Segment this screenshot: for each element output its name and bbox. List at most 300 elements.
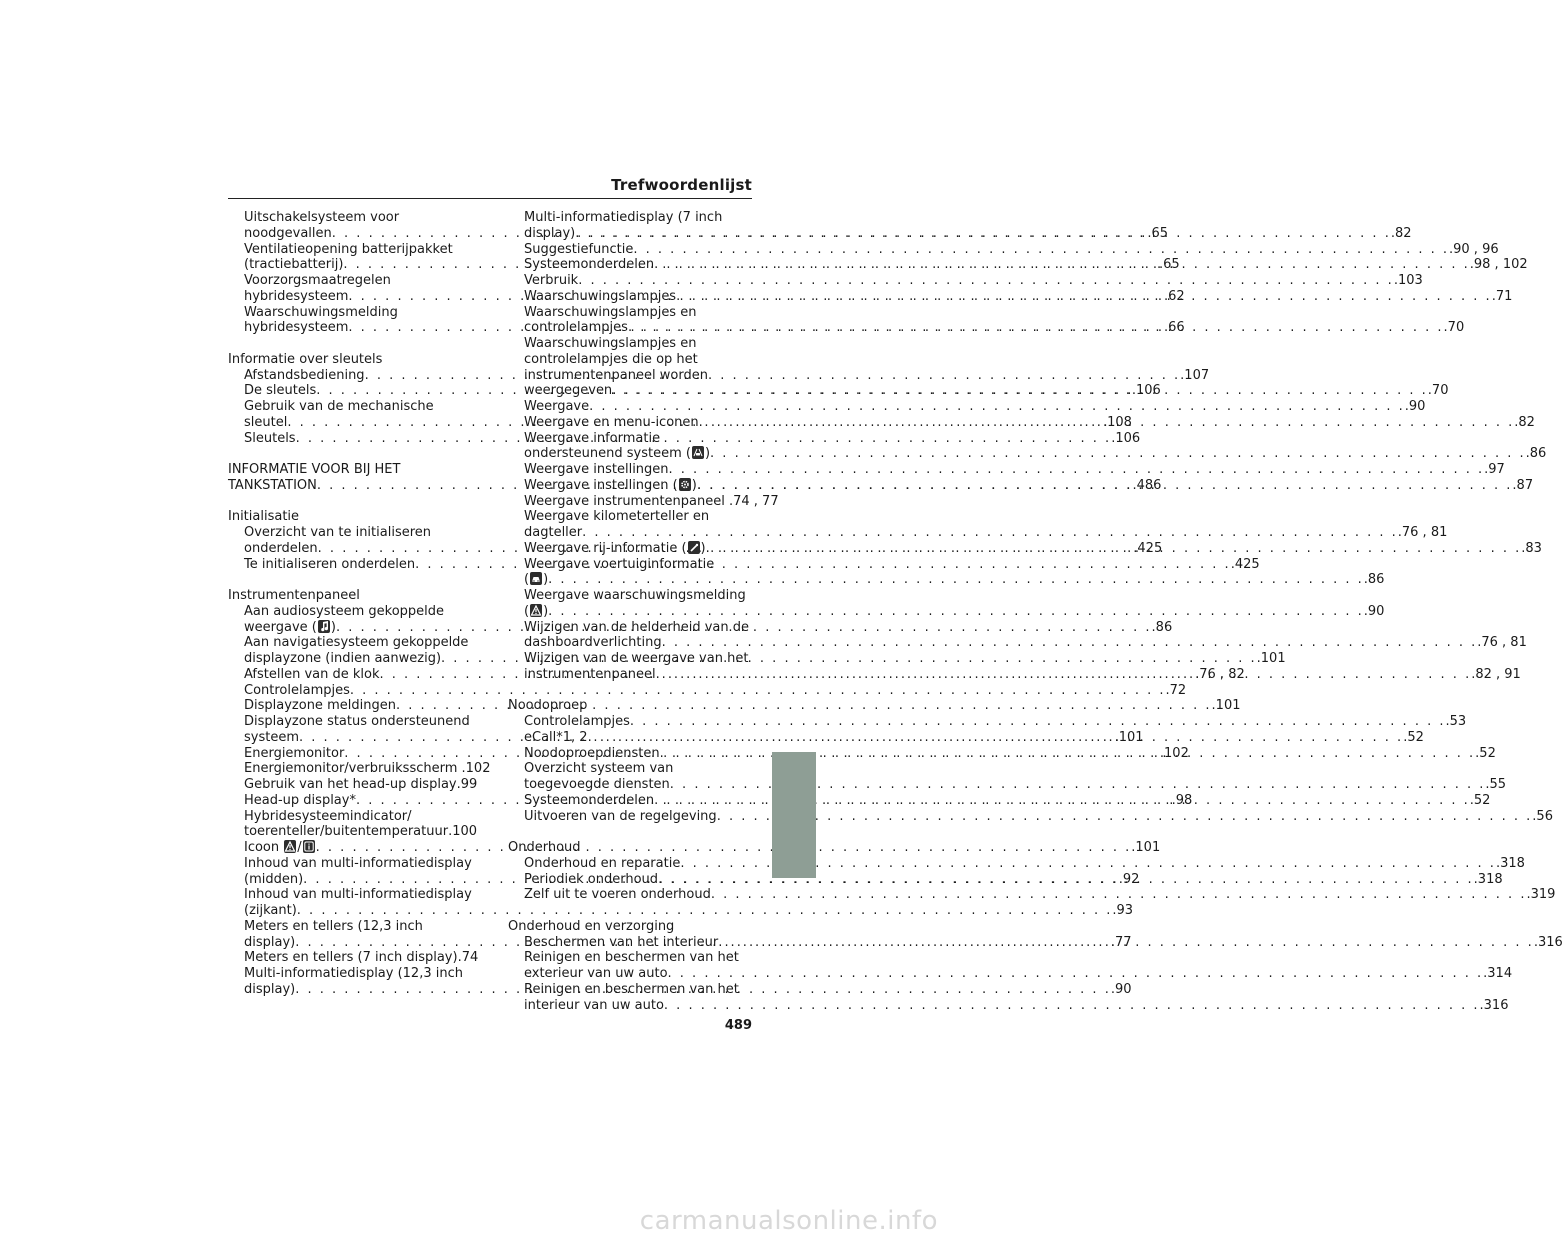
- page-reference: .82 , 91: [1471, 666, 1521, 682]
- entry-label: TANKSTATION: [228, 477, 317, 493]
- index-heading: [508, 840, 752, 856]
- entry-text: [524, 336, 696, 351]
- entry-text: [524, 572, 548, 588]
- entry-label: Waarschuwingslampjes: [524, 288, 677, 304]
- page-reference: .86: [1151, 619, 1173, 635]
- index-heading: [508, 336, 752, 352]
- page-reference: .316: [1479, 997, 1509, 1013]
- entry-text: [244, 730, 299, 746]
- dot-leader: [654, 257, 1470, 273]
- page-number: 489: [724, 1018, 752, 1033]
- entry-text: [244, 919, 423, 934]
- index-heading: [508, 210, 752, 226]
- entry-text: [524, 320, 628, 336]
- dot-leader: [676, 289, 1492, 305]
- entry-text: [524, 289, 676, 305]
- index-entry: [508, 855, 1525, 872]
- entry-text: [244, 935, 295, 951]
- entry-text: [524, 667, 656, 683]
- index-heading: [228, 525, 472, 541]
- entry-label: weergave (: [244, 619, 317, 635]
- entry-label: toegevoegde diensten: [524, 777, 670, 792]
- index-entry: [228, 824, 478, 840]
- entry-label: Weergave kilometerteller en: [524, 509, 710, 525]
- group-spacer: [228, 336, 472, 352]
- entry-label: Weergave instellingen (: [524, 477, 678, 493]
- entry-text: [524, 557, 714, 572]
- page-reference: .97: [1484, 462, 1505, 477]
- entry-text: [244, 635, 468, 650]
- page-reference: .82: [1390, 225, 1412, 241]
- index-entry: [508, 887, 1556, 903]
- dot-leader: [717, 809, 1533, 825]
- gear-icon: [679, 478, 691, 491]
- entry-label: Noodoproepdiensten: [524, 745, 660, 761]
- entry-text: [244, 746, 344, 762]
- entry-text: [244, 698, 396, 714]
- entry-label: Onderhoud: [508, 840, 581, 855]
- entry-text: [228, 352, 382, 367]
- entry-text: [244, 226, 332, 242]
- page-reference: .70: [1427, 383, 1449, 399]
- entry-label: Ventilatieopening batterijpakket: [244, 241, 453, 257]
- entry-label: Overzicht van te initialiseren: [244, 525, 432, 540]
- dot-leader: [669, 462, 1485, 478]
- entry-text: [524, 446, 710, 462]
- entry-label: Verbruik: [524, 273, 579, 288]
- entry-label: INFORMATIE VOOR BIJ HET: [228, 462, 401, 477]
- entry-text: [244, 793, 356, 809]
- entry-text: [524, 620, 749, 635]
- entry-text: [244, 651, 441, 667]
- entry-label: Wijzigen van de weergave van het: [524, 651, 749, 666]
- page-reference: .319: [1526, 887, 1556, 903]
- entry-text: [244, 541, 318, 557]
- entry-label: systeem: [244, 729, 299, 745]
- index-entry: [508, 777, 1507, 793]
- entry-text: [244, 368, 365, 384]
- page-reference: .76 , 81: [1397, 525, 1448, 540]
- entry-text: [244, 887, 472, 902]
- page-reference: .101: [1131, 840, 1161, 855]
- entry-text: [244, 761, 490, 776]
- index-heading: [508, 919, 752, 935]
- entry-label: Reinigen en beschermen van het: [524, 950, 739, 966]
- index-heading: [508, 950, 752, 966]
- dot-leader: [350, 683, 1166, 699]
- entry-text: [524, 257, 654, 273]
- page-reference: .101: [1256, 651, 1286, 666]
- page-reference: .93: [1112, 903, 1134, 918]
- page-header: [0, 176, 960, 200]
- entry-label: instrumentenpaneel: [524, 666, 656, 682]
- dot-leader: [588, 730, 1404, 746]
- index-entry: [508, 997, 1509, 1014]
- index-heading: [508, 368, 752, 384]
- entry-label: displayzone (indien aanwezig): [244, 651, 442, 666]
- page-reference: .87: [1512, 477, 1534, 493]
- entry-text: [524, 242, 633, 258]
- page-reference: .99: [456, 777, 478, 792]
- header-divider: [228, 198, 752, 199]
- page-reference: .70: [1443, 320, 1465, 336]
- entry-text: [244, 604, 444, 619]
- entry-label: Weergave instrumentenpaneel .74 , 77: [524, 493, 779, 509]
- page-title: Trefwoordenlijst: [611, 176, 752, 194]
- driver-assist-icon: [692, 446, 704, 459]
- index-heading: [228, 604, 472, 620]
- entry-label: Weergave: [524, 399, 590, 414]
- entry-label: (: [524, 572, 530, 588]
- page-reference: .106: [1111, 430, 1141, 446]
- index-entry: [508, 446, 1547, 462]
- dot-leader: [656, 667, 1472, 683]
- index-heading: [228, 919, 472, 935]
- page-reference: .90 , 96: [1449, 241, 1499, 257]
- dot-leader: [706, 541, 1522, 557]
- entry-text: [228, 478, 317, 494]
- dot-leader: [582, 525, 1398, 541]
- dot-leader: [578, 273, 1394, 289]
- dot-leader: [668, 966, 1484, 982]
- dot-leader: [630, 714, 1446, 730]
- page-reference: .62: [1164, 288, 1185, 304]
- group-spacer: [508, 683, 752, 699]
- entry-text: [244, 683, 350, 699]
- entry-label: ondersteunend systeem (: [524, 446, 691, 462]
- page-reference: .101: [1211, 698, 1241, 714]
- entry-text: [508, 919, 674, 934]
- page-reference: .52: [1469, 792, 1491, 808]
- entry-text: [244, 525, 431, 540]
- dot-leader: [575, 226, 1391, 242]
- entry-text: [524, 982, 739, 997]
- entry-label: Waarschuwingslampjes en: [524, 336, 697, 351]
- entry-label: interieur van uw auto: [524, 997, 664, 1013]
- entry-text: [524, 761, 673, 776]
- page-reference: .82: [1514, 414, 1535, 430]
- entry-text: [228, 462, 400, 477]
- entry-label: Inhoud van multi-informatiedisplay: [244, 855, 472, 871]
- entry-label: (: [524, 603, 530, 619]
- warning-icon: [530, 604, 542, 617]
- dot-leader: [662, 635, 1478, 651]
- entry-text: [524, 226, 575, 242]
- entry-text: [244, 242, 453, 257]
- page-reference: .90: [1363, 603, 1385, 619]
- page-reference: .90: [1404, 399, 1426, 414]
- entry-text: [244, 824, 448, 840]
- index-heading: [228, 273, 472, 289]
- section-thumb-tab: [772, 752, 816, 878]
- page-reference: .76 , 81: [1477, 635, 1527, 651]
- entry-text: [524, 273, 578, 289]
- entry-label: Reinigen en beschermen van het: [524, 981, 739, 997]
- entry-text: [524, 604, 548, 620]
- index-heading: [228, 210, 472, 226]
- entry-label: dagteller: [524, 525, 583, 540]
- page-reference: .65: [1159, 257, 1180, 273]
- index-heading: [508, 651, 752, 667]
- entry-label: hybridesysteem: [244, 288, 349, 304]
- dot-leader: [612, 383, 1428, 399]
- page-reference: .316: [1533, 934, 1563, 950]
- entry-suffix: ): [330, 619, 336, 635]
- index-heading: [508, 588, 752, 604]
- entry-label: Systeemonderdelen: [524, 257, 655, 273]
- page-reference: .52: [1403, 729, 1424, 745]
- entry-text: [524, 462, 669, 478]
- index-entry: [508, 603, 1385, 620]
- info-icon: [303, 840, 315, 853]
- entry-text: [244, 840, 316, 856]
- entry-label: Informatie over sleutels: [228, 351, 383, 367]
- entry-label: Hybridesysteemindicator/: [244, 808, 412, 824]
- entry-text: [244, 620, 336, 636]
- page-reference: .66: [1164, 320, 1185, 336]
- page-reference: .92: [1118, 871, 1140, 887]
- entry-suffix: /: [297, 840, 302, 855]
- index-heading: [228, 509, 472, 525]
- entry-label: Weergave instellingen: [524, 462, 669, 477]
- entry-label: display): [244, 934, 296, 950]
- index-entry: [228, 777, 478, 793]
- group-spacer: [228, 572, 472, 588]
- index-heading: [508, 431, 752, 447]
- page-reference: .102: [1159, 745, 1189, 761]
- page-reference: .314: [1483, 966, 1513, 981]
- entry-text: [244, 903, 297, 919]
- entry-text: [524, 777, 670, 793]
- entry-text: [244, 714, 470, 729]
- index-entry: [508, 525, 1448, 541]
- entry-label: Displayzone status ondersteunend: [244, 714, 470, 729]
- entry-text: [524, 368, 708, 383]
- entry-label: Controlelampjes: [244, 682, 350, 698]
- entry-label: Inhoud van multi-informatiedisplay: [244, 887, 472, 903]
- entry-label: Waarschuwingslampjes en: [524, 304, 697, 320]
- entry-label: Zelf uit te voeren onderhoud: [524, 887, 711, 903]
- page-reference: .108: [1102, 414, 1132, 430]
- entry-text: [524, 966, 668, 982]
- entry-label: Onderhoud en verzorging: [508, 918, 675, 934]
- index-heading: [228, 761, 491, 777]
- entry-text: [524, 872, 658, 888]
- entry-text: [524, 651, 748, 666]
- group-spacer: [508, 824, 752, 840]
- page-reference: .72: [1165, 682, 1187, 698]
- page-reference: .71: [1491, 288, 1513, 304]
- index-entry: [508, 635, 1527, 651]
- entry-label: Wijzigen van de helderheid van de: [524, 619, 749, 635]
- entry-suffix: ): [543, 603, 549, 619]
- entry-text: [524, 305, 696, 320]
- page-reference: .56: [1532, 808, 1553, 824]
- index-heading: [508, 557, 752, 573]
- entry-text: [524, 935, 718, 951]
- page-reference: .83: [1521, 540, 1542, 556]
- dot-leader: [633, 242, 1449, 258]
- entry-text: [244, 950, 458, 966]
- entry-label: Beschermen van het interieur: [524, 934, 719, 950]
- page-reference: .76 , 82: [1195, 666, 1245, 682]
- entry-text: [508, 698, 587, 713]
- page-reference: .107: [1180, 367, 1210, 383]
- entry-suffix: ): [700, 540, 706, 556]
- index-heading: [228, 462, 472, 478]
- entry-label: Controlelampjes: [524, 714, 630, 729]
- entry-text: [244, 273, 391, 288]
- index-heading: [228, 966, 472, 982]
- entry-label: Energiemonitor/verbruiksscherm .102: [244, 761, 491, 777]
- entry-label: dashboardverlichting: [524, 635, 662, 651]
- page-reference: .425: [1230, 556, 1260, 572]
- entry-label: Weergave en menu-iconen: [524, 414, 699, 430]
- index-entry: [508, 808, 1553, 825]
- index-heading: [228, 305, 472, 321]
- entry-text: [228, 509, 299, 524]
- dot-leader: [628, 320, 1444, 336]
- dot-leader: [718, 935, 1534, 951]
- entry-text: [508, 840, 581, 855]
- page-reference: .98: [1171, 792, 1193, 808]
- entry-text: [524, 746, 660, 762]
- index-heading: [508, 982, 752, 998]
- entry-label: Gebruik van de mechanische: [244, 399, 434, 414]
- index-heading: [508, 761, 752, 777]
- entry-text: [244, 257, 343, 273]
- entry-label: De sleutels: [244, 383, 317, 399]
- entry-text: [524, 494, 779, 509]
- group-spacer: [228, 446, 472, 462]
- entry-label: (zijkant): [244, 903, 297, 918]
- entry-label: Meters en tellers (12,3 inch: [244, 918, 423, 934]
- entry-text: [244, 399, 434, 414]
- entry-text: [524, 509, 709, 524]
- entry-label: Aan audiosysteem gekoppelde: [244, 603, 445, 619]
- entry-label: display): [244, 981, 296, 997]
- page-reference: .65: [1147, 225, 1169, 241]
- entry-text: [244, 305, 398, 320]
- entry-label: Sleutels: [244, 430, 296, 446]
- page-reference: .86: [1363, 572, 1385, 588]
- entry-text: [524, 525, 582, 541]
- entry-label: Energiemonitor: [244, 745, 345, 761]
- page-reference: .318: [1495, 855, 1525, 871]
- dot-leader: [548, 572, 1364, 588]
- entry-suffix: ): [543, 572, 549, 588]
- entry-text: [244, 383, 316, 399]
- entry-label: Icoon: [244, 840, 284, 855]
- entry-text: [524, 431, 660, 446]
- warning-icon: [284, 840, 296, 853]
- entry-label: Aan navigatiesysteem gekoppelde: [244, 635, 469, 651]
- index-heading: [228, 809, 472, 825]
- index-entry: [228, 950, 479, 966]
- page-reference: .486: [1132, 477, 1162, 493]
- entry-label: Instrumentenpaneel: [228, 588, 360, 603]
- index-heading: [508, 352, 752, 368]
- entry-text: [524, 730, 588, 746]
- entry-label: Weergave informatie: [524, 430, 661, 446]
- index-entry: [228, 682, 1187, 699]
- entry-text: [524, 415, 699, 431]
- index-entry: [508, 273, 1423, 289]
- entry-text: [524, 541, 706, 557]
- entry-label: noodgevallen: [244, 225, 332, 241]
- page-reference: .52: [1475, 745, 1496, 761]
- entry-label: Weergave voertuiginformatie: [524, 556, 715, 572]
- entry-text: [524, 478, 697, 494]
- dot-leader: [548, 604, 1364, 620]
- entry-label: eCall*1, 2: [524, 729, 588, 745]
- entry-suffix: ): [704, 446, 711, 462]
- entry-text: [244, 289, 348, 305]
- entry-label: Noodoproep: [508, 698, 588, 714]
- dot-leader: [664, 998, 1480, 1014]
- entry-suffix: ): [691, 477, 697, 493]
- entry-label: display): [524, 225, 576, 241]
- entry-text: [244, 557, 415, 573]
- entry-label: Uitvoeren van de regelgeving: [524, 808, 717, 824]
- entry-text: [524, 399, 589, 415]
- dot-leader: [711, 887, 1527, 903]
- entry-label: weergegeven: [524, 383, 613, 399]
- index-heading: [508, 493, 779, 510]
- entry-label: Onderhoud en reparatie: [524, 855, 681, 871]
- entry-text: [524, 352, 698, 367]
- entry-label: Head-up display*: [244, 792, 356, 808]
- page-reference: .425: [1133, 540, 1163, 556]
- index-entry: [228, 903, 1134, 919]
- index-entry: [508, 241, 1499, 258]
- dot-leader: [589, 399, 1405, 415]
- entry-text: [524, 950, 739, 965]
- entry-text: [244, 777, 457, 793]
- watermark: carmanualsonline.info: [639, 1206, 938, 1236]
- entry-text: [244, 872, 303, 888]
- page-reference: .86: [1525, 446, 1547, 462]
- entry-text: [524, 809, 717, 825]
- entry-text: [244, 809, 412, 824]
- index-heading: [228, 588, 472, 604]
- entry-label: hybridesysteem: [244, 320, 349, 336]
- entry-label: instrumentenpaneel worden: [524, 367, 708, 383]
- index-heading: [508, 509, 752, 525]
- dot-leader: [365, 368, 1181, 384]
- entry-text: [244, 966, 463, 981]
- index-heading: [228, 887, 472, 903]
- group-spacer: [228, 494, 472, 510]
- group-spacer: [508, 903, 752, 919]
- entry-text: [524, 887, 711, 903]
- entry-label: (tractiebatterij): [244, 257, 344, 273]
- index-entry: [508, 714, 1467, 730]
- page-reference: .98 , 102: [1469, 257, 1528, 273]
- page-reference: .100: [448, 824, 478, 840]
- index-heading: [508, 698, 752, 714]
- entry-text: [524, 793, 654, 809]
- page-reference: .318: [1473, 871, 1503, 887]
- entry-label: Gebruik van het head-up display: [244, 777, 457, 792]
- page-reference: .77: [1110, 934, 1132, 950]
- index-heading: [228, 399, 472, 415]
- page-reference: .103: [1393, 273, 1423, 288]
- entry-label: Periodiek onderhoud: [524, 871, 659, 887]
- page-reference: .90: [1110, 981, 1132, 997]
- entry-label: Multi-informatiedisplay (12,3 inch: [244, 966, 463, 981]
- entry-text: [244, 210, 399, 225]
